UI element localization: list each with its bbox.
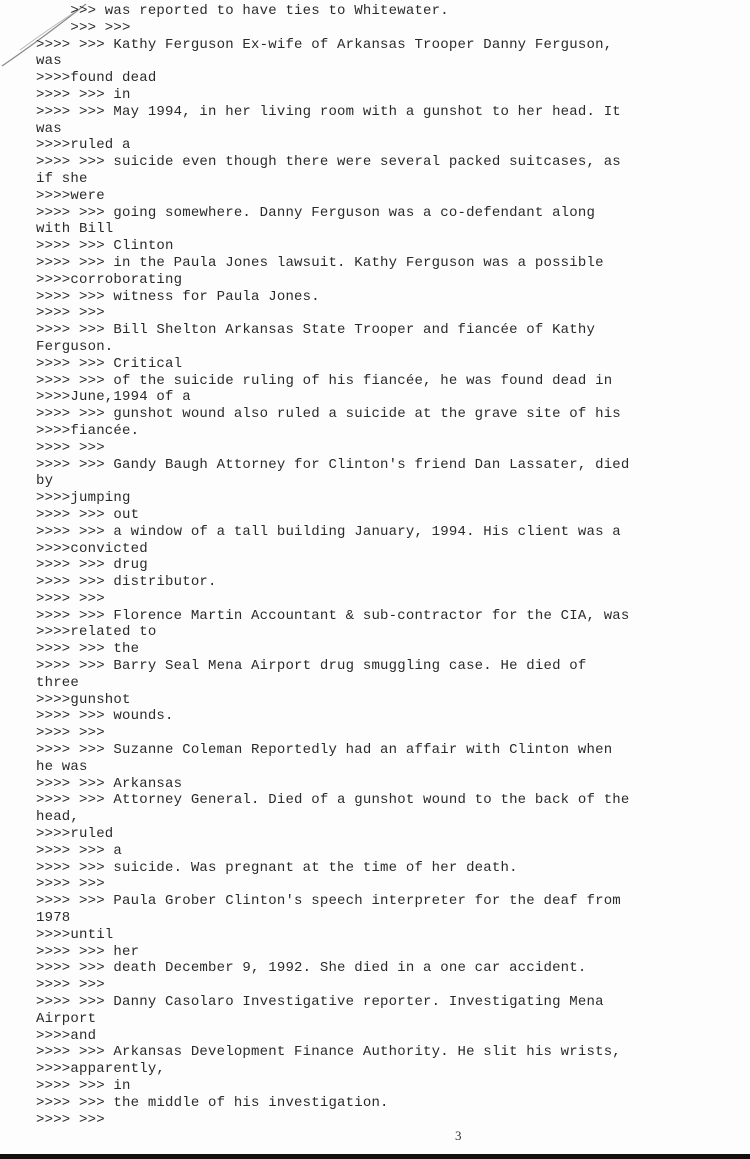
- text-line: >>>>June,1994 of a: [36, 389, 191, 406]
- text-line: Ferguson.: [36, 338, 114, 355]
- text-line: >>>> >>> Gandy Baugh Attorney for Clinton's friend Dan Lassater, died: [36, 456, 630, 473]
- text-line: >>>> >>> Kathy Ferguson Ex-wife of Arkansas Trooper Danny Ferguson,: [36, 36, 613, 53]
- text-line: >>>> >>> Critical: [36, 355, 183, 372]
- text-line: >>>> >>> Bill Shelton Arkansas State Trooper and fiancée of Kathy: [36, 322, 596, 339]
- text-line: >>>> >>> the: [36, 641, 140, 658]
- text-line: >>>> >>> suicide even though there were several packed suitcases, as: [36, 154, 621, 171]
- text-line: >>>> >>> her: [36, 943, 140, 960]
- text-line: >>>>apparently,: [36, 1061, 166, 1078]
- text-line: >>>>jumping: [36, 490, 131, 507]
- text-line: >>>> >>>: [36, 439, 105, 456]
- text-line: was: [36, 53, 62, 70]
- text-line: >>>>found dead: [36, 70, 157, 87]
- page-bottom-border: [0, 1154, 750, 1159]
- text-line: >>>> >>> suicide. Was pregnant at the time of her death.: [36, 859, 518, 876]
- text-line: >>> was reported to have ties to Whitewater.: [36, 3, 449, 19]
- text-line: >>>> >>> May 1994, in her living room with a gunshot to her head. It: [36, 103, 621, 120]
- text-line: >>>> >>>: [36, 725, 105, 742]
- text-line: he was: [36, 758, 88, 775]
- text-line: >>>> >>> witness for Paula Jones.: [36, 288, 320, 305]
- text-line: >>>>ruled: [36, 826, 114, 843]
- text-line: by: [36, 473, 54, 490]
- text-line: if she: [36, 170, 88, 187]
- document-body-text: [36, 3, 736, 1128]
- text-line: >>>> >>>: [36, 305, 105, 322]
- text-line: >>>> >>> Clinton: [36, 238, 174, 255]
- text-line: >>>> >>> Paula Grober Clinton's speech interpreter for the deaf from: [36, 893, 621, 910]
- text-line: >>>>corroborating: [36, 271, 183, 288]
- text-line: >>>> >>> in: [36, 1078, 131, 1094]
- text-line: >>>> >>> Arkansas Development Finance Authority. He slit his wrists,: [36, 1044, 621, 1061]
- text-line: >>>> >>>: [36, 1111, 105, 1128]
- text-line: >>>> >>> a window of a tall building January, 1994. His client was a: [36, 523, 621, 540]
- text-line: >>>> >>> in: [36, 86, 131, 103]
- text-line: >>>> >>> Barry Seal Mena Airport drug smuggling case. He died of: [36, 658, 587, 675]
- text-line: >>>> >>> drug: [36, 557, 148, 574]
- text-line: Airport: [36, 1010, 97, 1027]
- text-line: 1978: [36, 910, 71, 927]
- text-line: >>>>related to: [36, 624, 157, 641]
- text-line: >>>> >>> Arkansas: [36, 775, 183, 792]
- text-line: with Bill: [36, 221, 114, 238]
- text-line: >>>>were: [36, 187, 105, 204]
- text-line: >>>> >>> going somewhere. Danny Ferguson was a co-defendant along: [36, 204, 596, 221]
- text-line: >>>> >>> wounds.: [36, 708, 174, 725]
- text-line: >>>> >>> a: [36, 842, 123, 859]
- text-line: >>>> >>> gunshot wound also ruled a suicide at the grave site of his: [36, 406, 621, 423]
- text-line: >>>> >>>: [36, 977, 105, 994]
- text-line: >>>> >>> out: [36, 506, 140, 523]
- text-line: was: [36, 120, 62, 137]
- text-line: >>>>gunshot: [36, 691, 131, 708]
- text-line: >>>>ruled a: [36, 137, 131, 154]
- text-line: >>>> >>> Danny Casolaro Investigative reporter. Investigating Mena: [36, 994, 604, 1011]
- text-line: >>>> >>> distributor.: [36, 574, 217, 591]
- text-line: >>>> >>> of the suicide ruling of his fiancée, he was found dead in: [36, 372, 613, 389]
- text-line: >>>> >>> Florence Martin Accountant & sub-contractor for the CIA, was: [36, 607, 630, 624]
- text-line: >>>> >>>: [36, 590, 105, 607]
- text-line: >>>> >>>: [36, 876, 105, 893]
- text-line: >>>>convicted: [36, 540, 148, 557]
- text-line: >>>> >>> Suzanne Coleman Reportedly had an affair with Clinton when: [36, 742, 613, 759]
- text-line: >>>>and: [36, 1027, 97, 1044]
- text-line: >>>> >>> the middle of his investigation.: [36, 1094, 389, 1111]
- text-line: head,: [36, 809, 80, 826]
- text-line: >>>> >>> death December 9, 1992. She died in a one car accident.: [36, 960, 587, 977]
- text-line: >>>>until: [36, 926, 114, 943]
- text-line: >>> >>>: [36, 19, 131, 36]
- text-line: >>>> >>> in the Paula Jones lawsuit. Kathy Ferguson was a possible: [36, 254, 604, 271]
- page-number: 3: [455, 1128, 462, 1143]
- text-line: >>>>fiancée.: [36, 422, 140, 439]
- text-line: three: [36, 674, 80, 691]
- text-line: >>>> >>> Attorney General. Died of a gunshot wound to the back of the: [36, 792, 630, 809]
